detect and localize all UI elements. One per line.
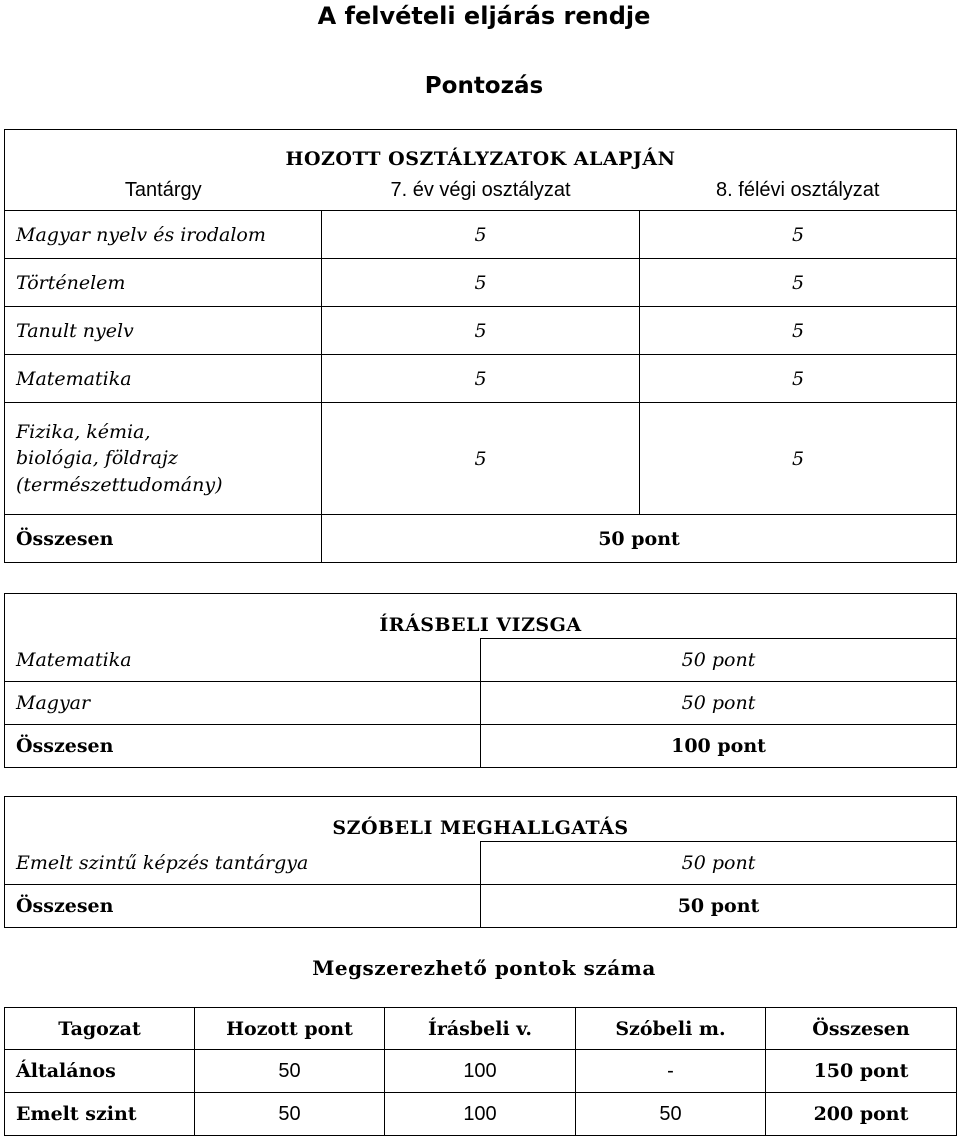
track-cell: Általános <box>5 1050 195 1093</box>
osszes-heading: Megszerezhető pontok száma <box>312 956 656 980</box>
subject-line: biológia, földrajz <box>16 447 178 470</box>
table-row <box>5 307 957 355</box>
value-cell: - <box>576 1050 766 1093</box>
page-title: A felvételi eljárás rendje <box>317 2 651 30</box>
grade7-cell: 5 <box>322 355 640 403</box>
grade7-cell: 5 <box>322 307 640 355</box>
column-header-grade7: 7. év végi osztályzat <box>322 171 640 211</box>
hozott-table <box>4 129 957 563</box>
subject-cell-science <box>5 403 322 515</box>
column-header: Tagozat <box>5 1008 195 1050</box>
total-row <box>5 885 957 928</box>
total-value: 50 pont <box>481 885 957 928</box>
page-subtitle: Pontozás <box>424 73 544 99</box>
value-cell: 100 <box>385 1050 576 1093</box>
table-row <box>5 403 957 515</box>
total-label: Összesen <box>5 885 481 928</box>
table-row <box>5 639 957 682</box>
value-cell: 50 <box>576 1093 766 1136</box>
subject-line: Fizika, kémia, <box>16 420 151 443</box>
exam-value: 50 pont <box>481 682 957 725</box>
total-row <box>5 725 957 768</box>
subject-line: (természettudomány) <box>16 473 223 496</box>
exam-label: Magyar <box>5 682 481 725</box>
column-header-subject: Tantárgy <box>5 171 322 211</box>
irasbeli-table <box>4 593 957 768</box>
table-row <box>5 355 957 403</box>
grade8-cell: 5 <box>640 355 957 403</box>
exam-value: 50 pont <box>481 842 957 885</box>
total-cell: 150 pont <box>766 1050 957 1093</box>
grade8-cell: 5 <box>640 403 957 515</box>
szobeli-table <box>4 796 957 928</box>
irasbeli-heading: ÍRÁSBELI VIZSGA <box>5 594 957 639</box>
exam-label: Matematika <box>5 639 481 682</box>
total-row <box>5 515 957 563</box>
table-header-row <box>5 1008 957 1050</box>
column-header: Írásbeli v. <box>385 1008 576 1050</box>
table-row <box>5 1050 957 1093</box>
column-header: Összesen <box>766 1008 957 1050</box>
szobeli-heading: SZÓBELI MEGHALLGATÁS <box>5 797 957 842</box>
table-row <box>5 211 957 259</box>
subject-cell: Matematika <box>5 355 322 403</box>
track-cell: Emelt szint <box>5 1093 195 1136</box>
column-header: Hozott pont <box>195 1008 385 1050</box>
value-cell: 50 <box>195 1093 385 1136</box>
grade7-cell: 5 <box>322 403 640 515</box>
subject-cell: Tanult nyelv <box>5 307 322 355</box>
grade8-cell: 5 <box>640 307 957 355</box>
table-row <box>5 259 957 307</box>
column-header-grade8: 8. félévi osztályzat <box>640 171 957 211</box>
total-label: Összesen <box>5 515 322 563</box>
exam-value: 50 pont <box>481 639 957 682</box>
subject-cell: Történelem <box>5 259 322 307</box>
exam-label: Emelt szintű képzés tantárgya <box>5 842 481 885</box>
grade8-cell: 5 <box>640 211 957 259</box>
table-row <box>5 1093 957 1136</box>
total-label: Összesen <box>5 725 481 768</box>
total-value: 50 pont <box>322 515 957 563</box>
subject-cell: Magyar nyelv és irodalom <box>5 211 322 259</box>
value-cell: 100 <box>385 1093 576 1136</box>
total-cell: 200 pont <box>766 1093 957 1136</box>
grade7-cell: 5 <box>322 259 640 307</box>
column-header: Szóbeli m. <box>576 1008 766 1050</box>
grade8-cell: 5 <box>640 259 957 307</box>
table-row <box>5 842 957 885</box>
value-cell: 50 <box>195 1050 385 1093</box>
grade7-cell: 5 <box>322 211 640 259</box>
total-value: 100 pont <box>481 725 957 768</box>
table-row <box>5 682 957 725</box>
osszes-table <box>4 1007 957 1136</box>
hozott-heading: HOZOTT OSZTÁLYZATOK ALAPJÁN <box>5 130 957 171</box>
